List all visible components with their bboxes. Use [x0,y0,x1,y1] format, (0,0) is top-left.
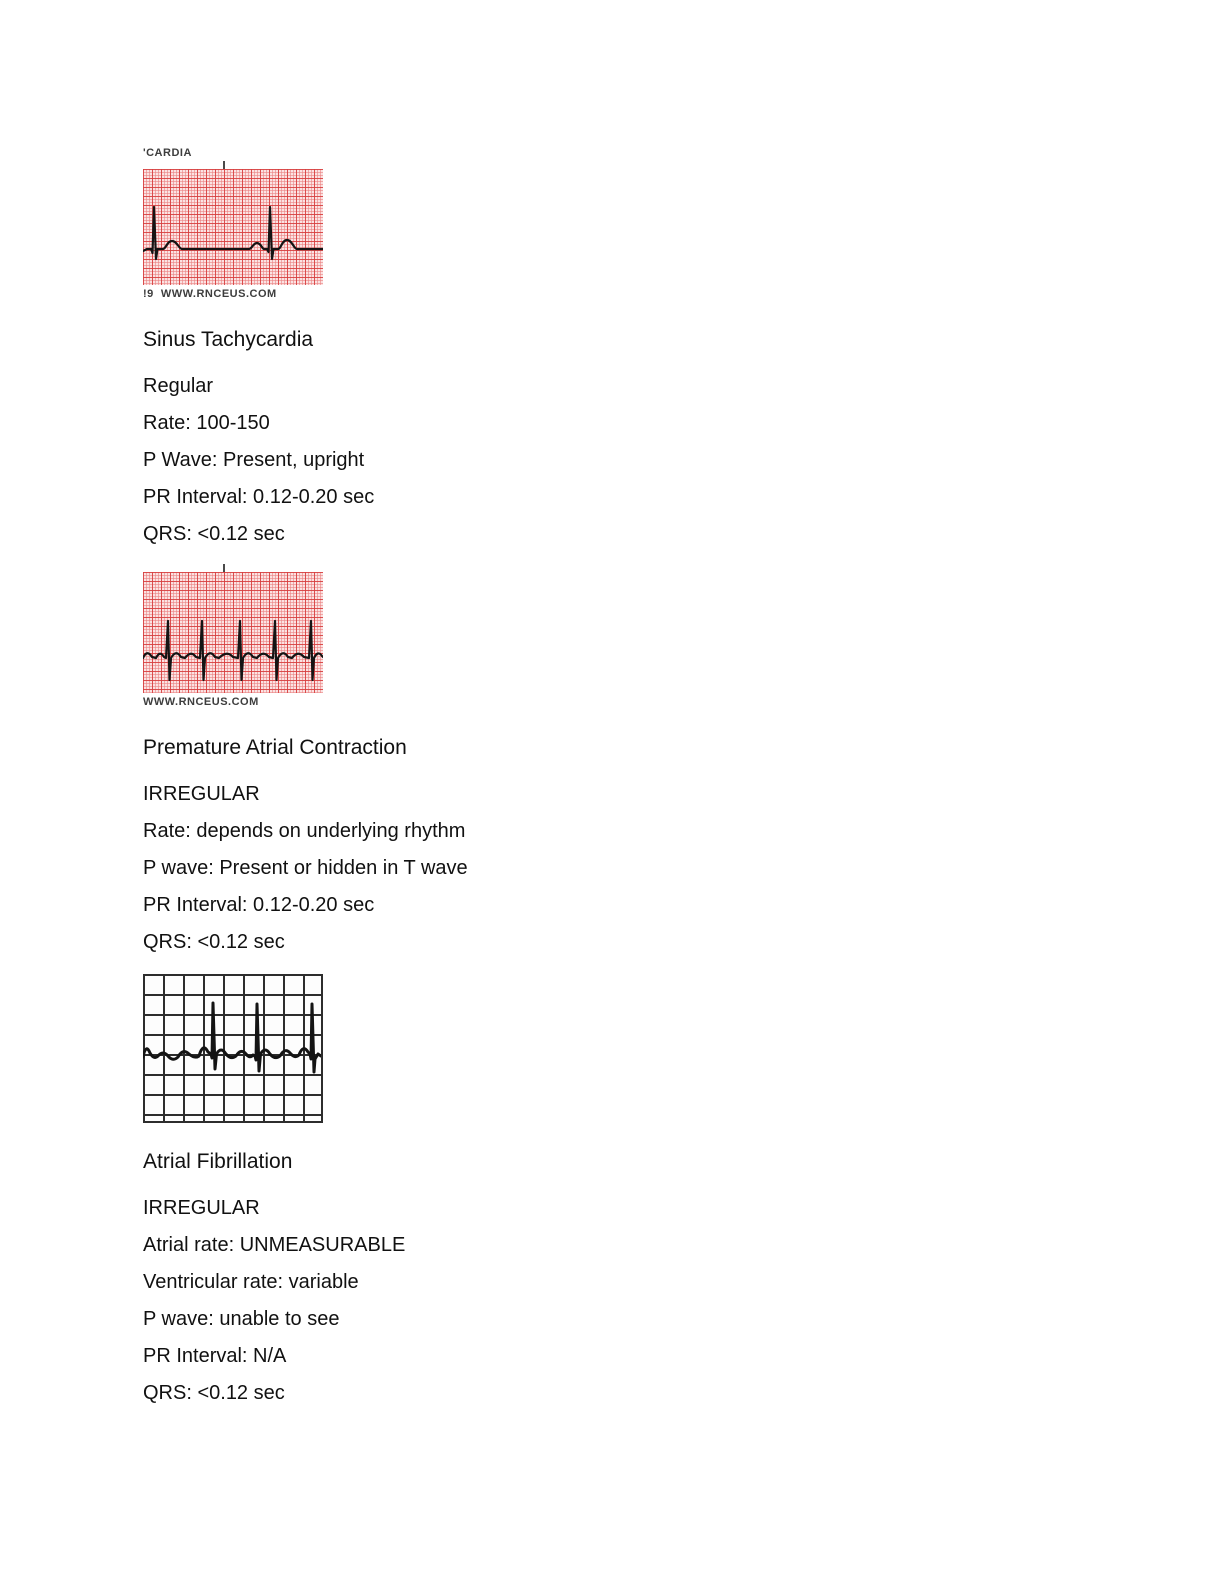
spec-line-qrs: QRS: <0.12 sec [143,1382,285,1404]
section-heading: Sinus Tachycardia [143,328,314,351]
spec-line-atrial-rate: Atrial rate: UNMEASURABLE [143,1234,406,1256]
spec-line-rate: Rate: 100-150 [143,412,270,434]
spec-line-pr-interval: PR Interval: 0.12-0.20 sec [143,894,375,916]
figure-bottom-label: WWW.RNCEUS.COM [143,696,259,708]
spec-line-ventricular-rate: Ventricular rate: variable [143,1271,359,1293]
spec-list [143,1190,1224,1412]
spec-line-qrs: QRS: <0.12 sec [143,931,285,953]
ecg-figure-sinus-tachycardia [143,147,1224,301]
ecg-grid [143,974,323,1123]
ecg-waveform [143,169,323,285]
section-heading: Atrial Fibrillation [143,1150,293,1173]
section-heading: Premature Atrial Contraction [143,736,407,759]
spec-line-rhythm: Regular [143,375,214,397]
spec-line-rhythm: IRREGULAR [143,1197,260,1219]
ecg-waveform [143,974,321,1121]
section-sinus-tachycardia [143,147,1224,553]
calibration-tick-icon [223,161,225,169]
ecg-waveform [143,572,323,693]
ecg-figure-atrial-fibrillation [143,974,1224,1123]
calibration-tick-icon [223,564,225,572]
spec-line-p-wave: P wave: Present or hidden in T wave [143,857,468,879]
section-atrial-fibrillation [143,974,1224,1412]
spec-line-rate: Rate: depends on underlying rhythm [143,820,466,842]
ecg-grid [143,169,323,285]
figure-bottom-label: !9 WWW.RNCEUS.COM [143,288,277,300]
spec-line-p-wave: P Wave: Present, upright [143,449,365,471]
ecg-figure-premature-atrial-contraction [143,572,1224,709]
ecg-grid [143,572,323,693]
spec-list [143,368,1224,553]
spec-line-qrs: QRS: <0.12 sec [143,523,285,545]
figure-top-label: 'CARDIA [143,147,192,159]
section-premature-atrial-contraction [143,572,1224,961]
spec-line-pr-interval: PR Interval: N/A [143,1345,287,1367]
spec-line-pr-interval: PR Interval: 0.12-0.20 sec [143,486,375,508]
spec-line-p-wave: P wave: unable to see [143,1308,340,1330]
spec-line-rhythm: IRREGULAR [143,783,260,805]
spec-list [143,776,1224,961]
